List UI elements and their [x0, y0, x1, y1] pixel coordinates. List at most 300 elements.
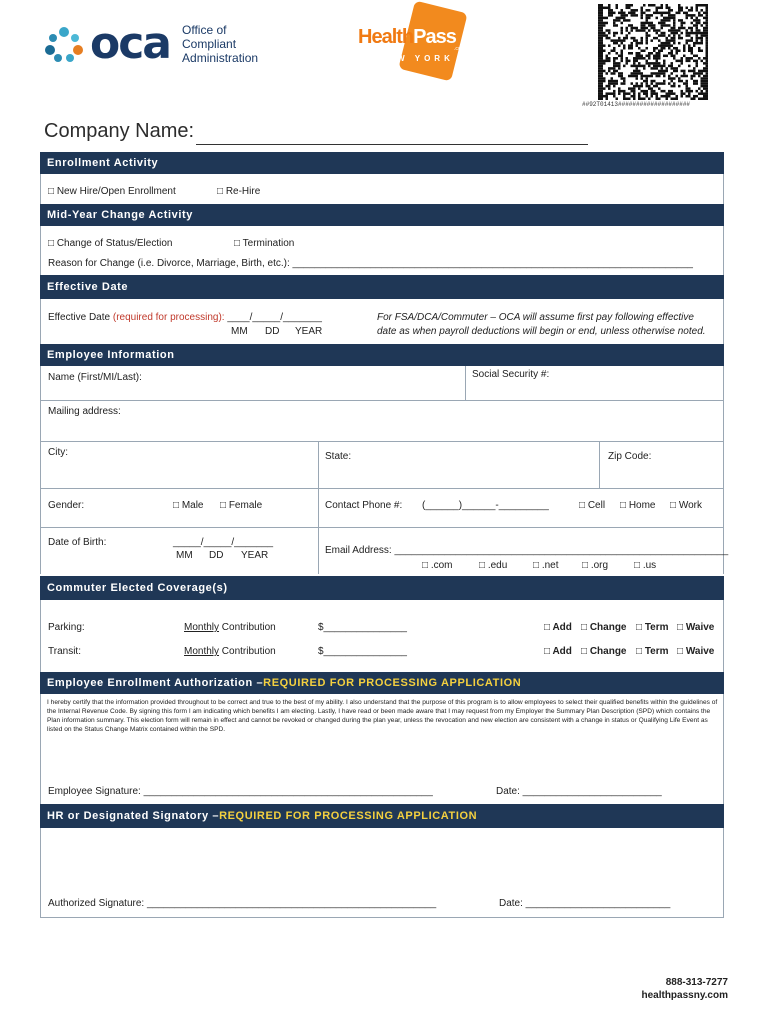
barcode-cell	[691, 70, 694, 73]
barcode-cell	[696, 19, 699, 22]
barcode-cell	[631, 52, 634, 55]
barcode-cell	[671, 85, 674, 88]
barcode-cell	[703, 17, 706, 20]
transit-change-checkbox[interactable]: □ Change	[581, 646, 627, 657]
oca-subtitle	[182, 23, 258, 65]
barcode-cell	[603, 60, 606, 63]
barcode-cell	[641, 82, 644, 85]
ssn-field[interactable]: Social Security #:	[472, 369, 550, 380]
barcode-cell	[656, 72, 659, 75]
parking-waive-checkbox[interactable]: □ Waive	[677, 622, 715, 633]
barcode-cell	[696, 24, 699, 27]
barcode-cell	[606, 7, 609, 10]
barcode-cell	[688, 57, 691, 60]
barcode-cell	[686, 80, 689, 83]
barcode-cell	[648, 65, 651, 68]
barcode-cell	[651, 90, 654, 93]
barcode-cell	[618, 62, 621, 65]
barcode-cell	[613, 47, 616, 50]
dob-year-label: YEAR	[241, 550, 269, 561]
barcode-cell	[606, 34, 609, 37]
female-checkbox[interactable]: □ Female	[220, 500, 263, 511]
barcode-cell	[696, 42, 699, 45]
barcode-cell	[691, 27, 694, 30]
barcode-cell	[666, 97, 669, 100]
barcode-cell	[673, 82, 676, 85]
barcode-cell	[673, 92, 676, 95]
barcode-cell	[666, 92, 669, 95]
barcode-cell	[641, 97, 644, 100]
barcode-cell	[681, 27, 684, 30]
barcode-cell	[653, 62, 656, 65]
barcode-cell	[671, 39, 674, 42]
barcode-cell	[706, 97, 709, 100]
barcode-cell	[633, 27, 636, 30]
new-hire-checkbox[interactable]: □ New Hire/Open Enrollment	[48, 186, 176, 197]
dot-us-checkbox[interactable]: □ .us	[634, 560, 657, 571]
commuter-coverage-section	[40, 600, 724, 672]
barcode-cell	[636, 55, 639, 58]
barcode-cell	[673, 97, 676, 100]
barcode-cell	[598, 4, 601, 7]
barcode-cell	[613, 22, 616, 25]
barcode-cell	[668, 90, 671, 93]
barcode-cell	[633, 60, 636, 63]
barcode-cell	[666, 7, 669, 10]
barcode-cell	[683, 70, 686, 73]
barcode-cell	[656, 57, 659, 60]
barcode-cell	[673, 85, 676, 88]
barcode-cell	[666, 4, 669, 7]
barcode-cell	[623, 19, 626, 22]
barcode-cell	[598, 90, 601, 93]
employee-information-section	[40, 366, 729, 574]
change-of-status-checkbox[interactable]: □ Change of Status/Election	[48, 238, 173, 249]
barcode-cell	[601, 4, 604, 7]
barcode-cell	[621, 72, 624, 75]
barcode-cell	[698, 47, 701, 50]
barcode-cell	[656, 52, 659, 55]
employee-signature-field[interactable]: Employee Signature: ____________________________________________________	[48, 786, 433, 797]
footer-contact	[641, 976, 728, 1002]
email-address-field[interactable]: Email Address: ____________________________________________________________	[325, 545, 729, 556]
barcode-cell	[643, 27, 646, 30]
mailing-address-field[interactable]: Mailing address:	[48, 406, 121, 417]
healthpass-wordmark	[358, 26, 456, 49]
barcode-cell	[686, 17, 689, 20]
barcode-cell	[623, 92, 626, 95]
barcode-cell	[663, 90, 666, 93]
barcode-cell	[601, 70, 604, 73]
barcode-cell	[671, 27, 674, 30]
barcode-cell	[606, 97, 609, 100]
barcode-cell	[703, 95, 706, 98]
barcode-cell	[646, 82, 649, 85]
barcode-cell	[698, 37, 701, 40]
barcode-cell	[658, 62, 661, 65]
effective-date-field[interactable]	[48, 312, 322, 323]
barcode-cell	[696, 27, 699, 30]
barcode-cell	[613, 12, 616, 15]
city-field[interactable]: City:	[48, 447, 68, 458]
barcode-cell	[631, 90, 634, 93]
barcode-cell	[633, 72, 636, 75]
barcode-cell	[613, 72, 616, 75]
barcode-cell	[628, 52, 631, 55]
barcode-cell	[668, 77, 671, 80]
barcode-cell	[636, 52, 639, 55]
termination-checkbox[interactable]: □ Termination	[234, 238, 295, 249]
barcode-cell	[668, 12, 671, 15]
barcode-cell	[631, 72, 634, 75]
barcode-cell	[603, 32, 606, 35]
barcode-cell	[648, 75, 651, 78]
barcode-cell	[616, 19, 619, 22]
barcode-cell	[688, 34, 691, 37]
barcode-cell	[611, 39, 614, 42]
barcode-cell	[653, 37, 656, 40]
barcode-cell	[598, 80, 601, 83]
barcode-cell	[656, 9, 659, 12]
hr-date-field[interactable]: Date: __________________________	[499, 898, 671, 909]
barcode-cell	[608, 9, 611, 12]
barcode-cell	[608, 57, 611, 60]
barcode-cell	[658, 55, 661, 58]
barcode-cell	[686, 42, 689, 45]
barcode-cell	[603, 24, 606, 27]
barcode-cell	[606, 57, 609, 60]
barcode-cell	[686, 87, 689, 90]
barcode-cell	[646, 39, 649, 42]
barcode-cell	[696, 62, 699, 65]
barcode-cell	[671, 90, 674, 93]
barcode-cell	[673, 77, 676, 80]
barcode-cell	[611, 9, 614, 12]
barcode-cell	[706, 57, 709, 60]
fsa-note-line1: For FSA/DCA/Commuter – OCA will assume first pay following effective	[377, 312, 694, 323]
barcode-cell	[678, 65, 681, 68]
parking-term-checkbox[interactable]: □ Term	[636, 622, 669, 633]
cell-checkbox[interactable]: □ Cell	[579, 500, 606, 511]
barcode-cell	[646, 27, 649, 30]
name-field[interactable]: Name (First/MI/Last):	[48, 372, 142, 383]
footer-phone: 888-313-7277	[665, 977, 728, 988]
transit-term-checkbox[interactable]: □ Term	[636, 646, 669, 657]
barcode-cell	[698, 42, 701, 45]
barcode-cell	[648, 55, 651, 58]
barcode-cell	[621, 12, 624, 15]
barcode-cell	[618, 72, 621, 75]
dot-net-checkbox[interactable]: □ .net	[533, 560, 559, 571]
barcode-cell	[658, 29, 661, 32]
barcode-cell	[696, 32, 699, 35]
barcode-cell	[688, 44, 691, 47]
barcode-cell	[701, 34, 704, 37]
barcode-cell	[641, 39, 644, 42]
barcode-cell	[691, 37, 694, 40]
barcode-cell	[691, 49, 694, 52]
barcode-cell	[601, 55, 604, 58]
barcode-cell	[601, 7, 604, 10]
healthpass-logo	[358, 6, 470, 76]
barcode-cell	[631, 95, 634, 98]
barcode-cell	[673, 17, 676, 20]
barcode-cell	[691, 9, 694, 12]
barcode-cell	[611, 77, 614, 80]
barcode-cell	[703, 27, 706, 30]
barcode-cell	[693, 72, 696, 75]
barcode-cell	[696, 72, 699, 75]
barcode-cell	[621, 82, 624, 85]
dob-dd-label: DD	[209, 550, 224, 561]
barcode-cell	[608, 52, 611, 55]
barcode-cell	[653, 92, 656, 95]
barcode-cell	[601, 52, 604, 55]
barcode-cell	[668, 29, 671, 32]
date-of-birth-field[interactable]: _____/_____/_______	[173, 537, 274, 548]
employee-authorization-section	[40, 694, 724, 804]
barcode-cell	[661, 22, 664, 25]
barcode-cell	[706, 67, 709, 70]
barcode-cell	[681, 62, 684, 65]
barcode-cell	[636, 72, 639, 75]
barcode-cell	[621, 22, 624, 25]
barcode-cell	[676, 12, 679, 15]
barcode-cell	[696, 29, 699, 32]
barcode-cell	[598, 55, 601, 58]
barcode-cell	[641, 57, 644, 60]
barcode-cell	[656, 12, 659, 15]
barcode-cell	[608, 7, 611, 10]
barcode-cell	[673, 27, 676, 30]
barcode-cell	[688, 65, 691, 68]
barcode-text: ##92T01413####################	[582, 101, 691, 108]
barcode-cell	[701, 39, 704, 42]
barcode-cell	[603, 49, 606, 52]
barcode-cell	[643, 67, 646, 70]
required-note: (required for processing):	[112, 312, 225, 323]
barcode-cell	[681, 70, 684, 73]
barcode-cell	[663, 32, 666, 35]
barcode-cell	[706, 24, 709, 27]
barcode-cell	[678, 29, 681, 32]
barcode-cell	[613, 57, 616, 60]
male-checkbox[interactable]: □ Male	[173, 500, 204, 511]
barcode-cell	[658, 97, 661, 100]
barcode-cell	[696, 82, 699, 85]
barcode-cell	[651, 72, 654, 75]
barcode-cell	[598, 19, 601, 22]
barcode-cell	[666, 42, 669, 45]
barcode-cell	[631, 14, 634, 17]
transit-add-checkbox[interactable]: □ Add	[544, 646, 572, 657]
barcode-cell	[706, 62, 709, 65]
barcode-cell	[666, 95, 669, 98]
barcode-cell	[611, 92, 614, 95]
barcode-cell	[706, 17, 709, 20]
barcode-cell	[631, 29, 634, 32]
barcode-cell	[618, 39, 621, 42]
barcode-cell	[671, 37, 674, 40]
barcode-cell	[613, 90, 616, 93]
barcode-cell	[611, 82, 614, 85]
barcode-cell	[691, 32, 694, 35]
barcode-cell	[618, 65, 621, 68]
barcode-cell	[688, 87, 691, 90]
barcode-cell	[701, 4, 704, 7]
barcode-cell	[686, 82, 689, 85]
barcode-cell	[653, 47, 656, 50]
barcode-cell	[646, 95, 649, 98]
barcode-cell	[616, 4, 619, 7]
barcode-cell	[706, 4, 709, 7]
barcode-cell	[673, 39, 676, 42]
barcode-cell	[598, 77, 601, 80]
required-label: REQUIRED FOR PROCESSING APPLICATION	[263, 677, 522, 689]
dot-edu-checkbox[interactable]: □ .edu	[479, 560, 508, 571]
barcode-cell	[703, 57, 706, 60]
reason-for-change-field[interactable]: Reason for Change (i.e. Divorce, Marriage, Birth, etc.): ________________________________________________________________________	[48, 258, 693, 269]
parking-change-checkbox[interactable]: □ Change	[581, 622, 627, 633]
barcode-cell	[688, 39, 691, 42]
barcode-cell	[601, 42, 604, 45]
barcode-cell	[703, 29, 706, 32]
rehire-checkbox[interactable]: □ Re-Hire	[217, 186, 261, 197]
barcode-cell	[633, 85, 636, 88]
barcode-cell	[613, 49, 616, 52]
authorized-signature-field[interactable]: Authorized Signature: ____________________________________________________	[48, 898, 437, 909]
barcode-cell	[681, 22, 684, 25]
barcode-cell	[703, 22, 706, 25]
barcode-cell	[703, 12, 706, 15]
barcode-cell	[638, 57, 641, 60]
barcode-cell	[663, 80, 666, 83]
barcode-cell	[678, 80, 681, 83]
barcode-cell	[601, 22, 604, 25]
transit-waive-checkbox[interactable]: □ Waive	[677, 646, 715, 657]
barcode-cell	[688, 32, 691, 35]
barcode-cell	[668, 14, 671, 17]
monthly-text: Monthly	[184, 646, 220, 657]
barcode-cell	[663, 22, 666, 25]
company-name-field[interactable]	[196, 144, 588, 145]
barcode-cell	[646, 34, 649, 37]
barcode-cell	[648, 34, 651, 37]
barcode-cell	[641, 14, 644, 17]
barcode-cell	[628, 19, 631, 22]
barcode-cell	[668, 95, 671, 98]
barcode-cell	[668, 92, 671, 95]
barcode-cell	[603, 87, 606, 90]
barcode-cell	[636, 27, 639, 30]
footer-website: healthpassny.com	[641, 990, 728, 1001]
barcode-cell	[661, 95, 664, 98]
barcode-cell	[686, 12, 689, 15]
parking-add-checkbox[interactable]: □ Add	[544, 622, 572, 633]
barcode-cell	[666, 67, 669, 70]
barcode-cell	[688, 90, 691, 93]
barcode-cell	[673, 37, 676, 40]
barcode-cell	[698, 57, 701, 60]
barcode-cell	[648, 22, 651, 25]
barcode-cell	[628, 7, 631, 10]
barcode-cell	[703, 87, 706, 90]
barcode-cell	[658, 82, 661, 85]
barcode-cell	[696, 39, 699, 42]
barcode-cell	[608, 85, 611, 88]
barcode-cell	[608, 70, 611, 73]
barcode-cell	[691, 7, 694, 10]
barcode-cell	[706, 80, 709, 83]
transit-amount-field[interactable]: $_______________	[318, 646, 407, 657]
barcode-cell	[666, 39, 669, 42]
work-checkbox[interactable]: □ Work	[670, 500, 702, 511]
barcode-cell	[643, 22, 646, 25]
barcode-cell	[668, 9, 671, 12]
barcode-cell	[658, 75, 661, 78]
barcode-cell	[623, 14, 626, 17]
barcode-cell	[706, 37, 709, 40]
barcode-cell	[671, 32, 674, 35]
barcode-cell	[616, 42, 619, 45]
barcode-cell	[638, 62, 641, 65]
barcode-cell	[608, 32, 611, 35]
barcode-cell	[696, 90, 699, 93]
barcode-cell	[598, 47, 601, 50]
barcode-cell	[653, 80, 656, 83]
barcode-cell	[673, 42, 676, 45]
dot-com-checkbox[interactable]: □ .com	[422, 560, 453, 571]
parking-amount-field[interactable]: $_______________	[318, 622, 407, 633]
barcode-cell	[701, 49, 704, 52]
barcode-cell	[696, 4, 699, 7]
barcode-cell	[706, 87, 709, 90]
barcode-cell	[631, 42, 634, 45]
barcode-cell	[653, 67, 656, 70]
barcode-cell	[653, 90, 656, 93]
barcode-cell	[701, 14, 704, 17]
barcode-cell	[606, 92, 609, 95]
barcode-cell	[618, 87, 621, 90]
barcode-cell	[686, 32, 689, 35]
home-checkbox[interactable]: □ Home	[620, 500, 656, 511]
barcode-cell	[653, 72, 656, 75]
barcode-cell	[616, 97, 619, 100]
divider	[599, 441, 600, 488]
contact-phone-field[interactable]: (______)______-_________	[422, 500, 549, 511]
oca-logo	[42, 18, 282, 70]
barcode-cell	[658, 87, 661, 90]
state-field[interactable]: State:	[325, 451, 352, 462]
dot-org-checkbox[interactable]: □ .org	[582, 560, 609, 571]
barcode-cell	[651, 92, 654, 95]
zip-code-field[interactable]: Zip Code:	[608, 451, 652, 462]
barcode-cell	[636, 75, 639, 78]
barcode-cell	[706, 92, 709, 95]
employee-date-field[interactable]: Date: _________________________	[496, 786, 662, 797]
barcode-cell	[671, 17, 674, 20]
barcode-cell	[671, 52, 674, 55]
barcode-cell	[601, 9, 604, 12]
barcode-cell	[636, 85, 639, 88]
barcode-cell	[681, 7, 684, 10]
barcode-cell	[698, 97, 701, 100]
barcode-cell	[703, 70, 706, 73]
barcode-cell	[658, 70, 661, 73]
barcode-cell	[628, 75, 631, 78]
barcode-cell	[696, 95, 699, 98]
barcode-cell	[646, 22, 649, 25]
